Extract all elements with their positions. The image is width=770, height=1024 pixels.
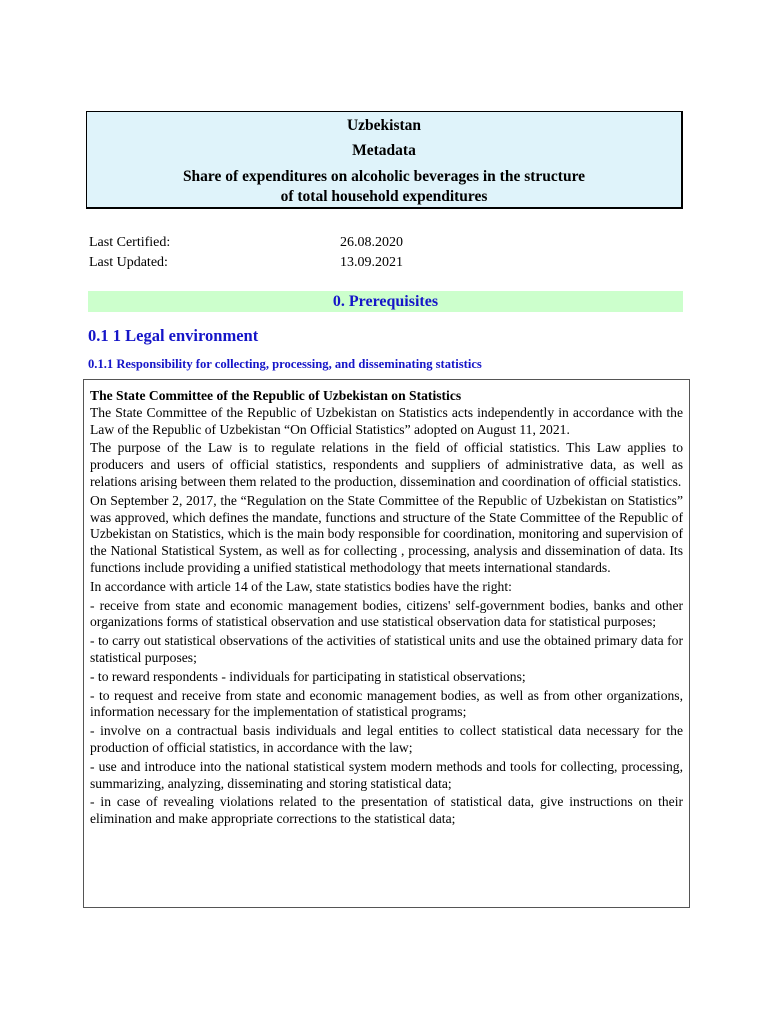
- title-box: [86, 111, 683, 209]
- list-item: - use and introduce into the national statistical system modern methods and tools for collecting, processing, summarizing, analyzing, disseminating and storing statistical data;: [90, 758, 683, 791]
- list-item: - to request and receive from state and economic management bodies, as well as from other organizations, information necessary for the implementation of statistical programs;: [90, 687, 683, 720]
- last-certified-value: 26.08.2020: [340, 235, 403, 250]
- last-updated-label: Last Updated:: [89, 255, 168, 270]
- indicator-title-line2: of total household expenditures: [280, 188, 488, 205]
- last-certified-label: Last Certified:: [89, 235, 171, 250]
- paragraph: On September 2, 2017, the “Regulation on the State Committee of the Republic of Uzbekistan on Statistics” was approved, which defines the mandate, functions and structure of the State Committee of the Republic of Uzbekistan on Statistics, which is the main body responsible for coordination, monitoring and supervision of the National Statistical System, as well as for collecting , processing, analysis and dissemination of data. Its functions include providing a unified statistical methodology that meets international standards.: [90, 492, 683, 575]
- doc-type-title: Metadata: [352, 142, 416, 159]
- subsection-heading: 0.1 1 Legal environment: [88, 326, 259, 345]
- paragraph: In accordance with article 14 of the Law, state statistics bodies have the right:: [90, 578, 512, 594]
- content-heading: The State Committee of the Republic of Uzbekistan on Statistics: [90, 388, 462, 403]
- list-item: - in case of revealing violations related to the presentation of statistical data, give instructions on their elimination and make appropriate corrections to the statistical data;: [90, 794, 683, 827]
- subsubsection-heading: 0.1.1 Responsibility for collecting, processing, and disseminating statistics: [88, 357, 482, 371]
- list-item: - involve on a contractual basis individuals and legal entities to collect statistical data necessary for the production of official statistics, in accordance with the law;: [90, 723, 683, 755]
- list-item: - receive from state and economic management bodies, citizens' self-government bodies, banks and other organizations forms of statistical observation and use statistical observation data for statistical purposes;: [90, 597, 683, 630]
- country-title: Uzbekistan: [346, 117, 422, 134]
- last-updated-value: 13.09.2021: [340, 255, 403, 270]
- section-title-bar: 0. Prerequisites: [88, 291, 683, 312]
- paragraph: The State Committee of the Republic of Uzbekistan on Statistics acts independently in accordance with the Law of the Republic of Uzbekistan “On Official Statistics” adopted on August 11, 2021.: [90, 404, 683, 437]
- indicator-title-line1: Share of expenditures on alcoholic beverages in the structure: [182, 168, 586, 185]
- content-box: [83, 379, 690, 908]
- paragraph: The purpose of the Law is to regulate relations in the field of official statistics. This Law applies to producers and users of official statistics, respondents and suppliers of administrative data, as well as relations arising between them related to the production, dissemination and coordination of official statistics.: [90, 440, 683, 489]
- list-item: - to reward respondents - individuals for participating in statistical observations;: [90, 668, 526, 684]
- list-item: - to carry out statistical observations of the activities of statistical units and use the obtained primary data for statistical purposes;: [90, 633, 683, 665]
